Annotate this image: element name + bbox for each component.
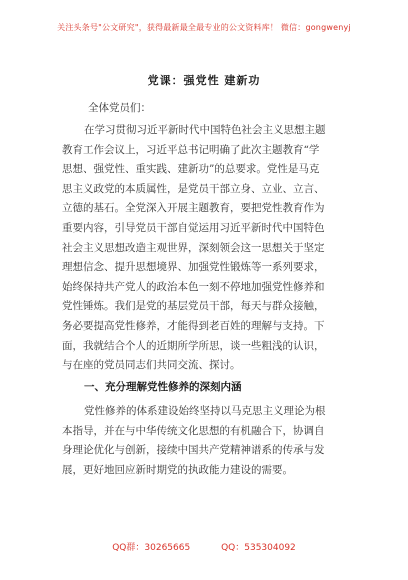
paragraph-line: 身理论优化与创新，接续中国共产党精神谱系的传承与发 (62, 444, 325, 457)
qq-group-text: QQ群：30265665 (112, 543, 191, 553)
paragraph-line: 思主义政党的本质属性，是党员干部立身、立业、立言、 (62, 182, 325, 195)
paragraph-line: 重要内容，引导党员干部自觉运用习近平新时代中国特色 (62, 221, 325, 234)
contact-footer (0, 540, 408, 553)
paragraph-line: 务必要提高党性修养，才能得到老百姓的理解与支持。下 (62, 319, 325, 332)
paragraph-line: 教育工作会议上，习近平总书记明确了此次主题教育“学 (62, 143, 320, 156)
section-heading: 一、充分理解党性修养的深刻内涵 (84, 381, 242, 393)
paragraph-line: 理想信念、提升思想境界、加强党性锻炼等一系列要求， (62, 261, 325, 274)
paragraph-line: 与在座的党员同志们共同交流、探讨。 (62, 359, 241, 372)
paragraph-line: 面，我就结合个人的近期所学所思，谈一些粗浅的认识， (62, 339, 325, 352)
paragraph-section1 (62, 402, 352, 480)
paragraph-line: 在学习贯彻习近平新时代中国特色社会主义思想主题 (84, 124, 326, 136)
promo-banner: 关注头条号"公文研究"，获得最新最全最专业的公文资料库！ 微信：gongwenyj (57, 23, 351, 32)
paragraph-line: 党性修养的体系建设始终坚持以马克思主义理论为根 (84, 405, 326, 417)
paragraph-line: 思想、强党性、重实践、建新功”的总要求。党性是马克 (62, 163, 320, 176)
paragraph-line: 立德的基石。全党深入开展主题教育，要把党性教育作为 (62, 202, 325, 215)
paragraph-intro (62, 121, 352, 376)
page-title: 党课：强党性 建新功 (147, 74, 261, 87)
paragraph-line: 党性锤炼。我们是党的基层党员干部，每天与群众接触， (62, 300, 325, 313)
paragraph-line: 展，更好地回应新时期党的执政能力建设的需要。 (62, 463, 293, 476)
paragraph-line: 始终保持共产党人的政治本色一刻不停地加强党性修养和 (62, 280, 325, 293)
greeting: 全体党员们： (88, 102, 151, 114)
paragraph-line: 本指导，并在与中华传统文化思想的有机融合下，协调自 (62, 424, 325, 437)
paragraph-line: 社会主义思想改造主观世界，深刻领会这一思想关于坚定 (62, 241, 325, 254)
qq-number-text: QQ：535304092 (221, 543, 296, 553)
